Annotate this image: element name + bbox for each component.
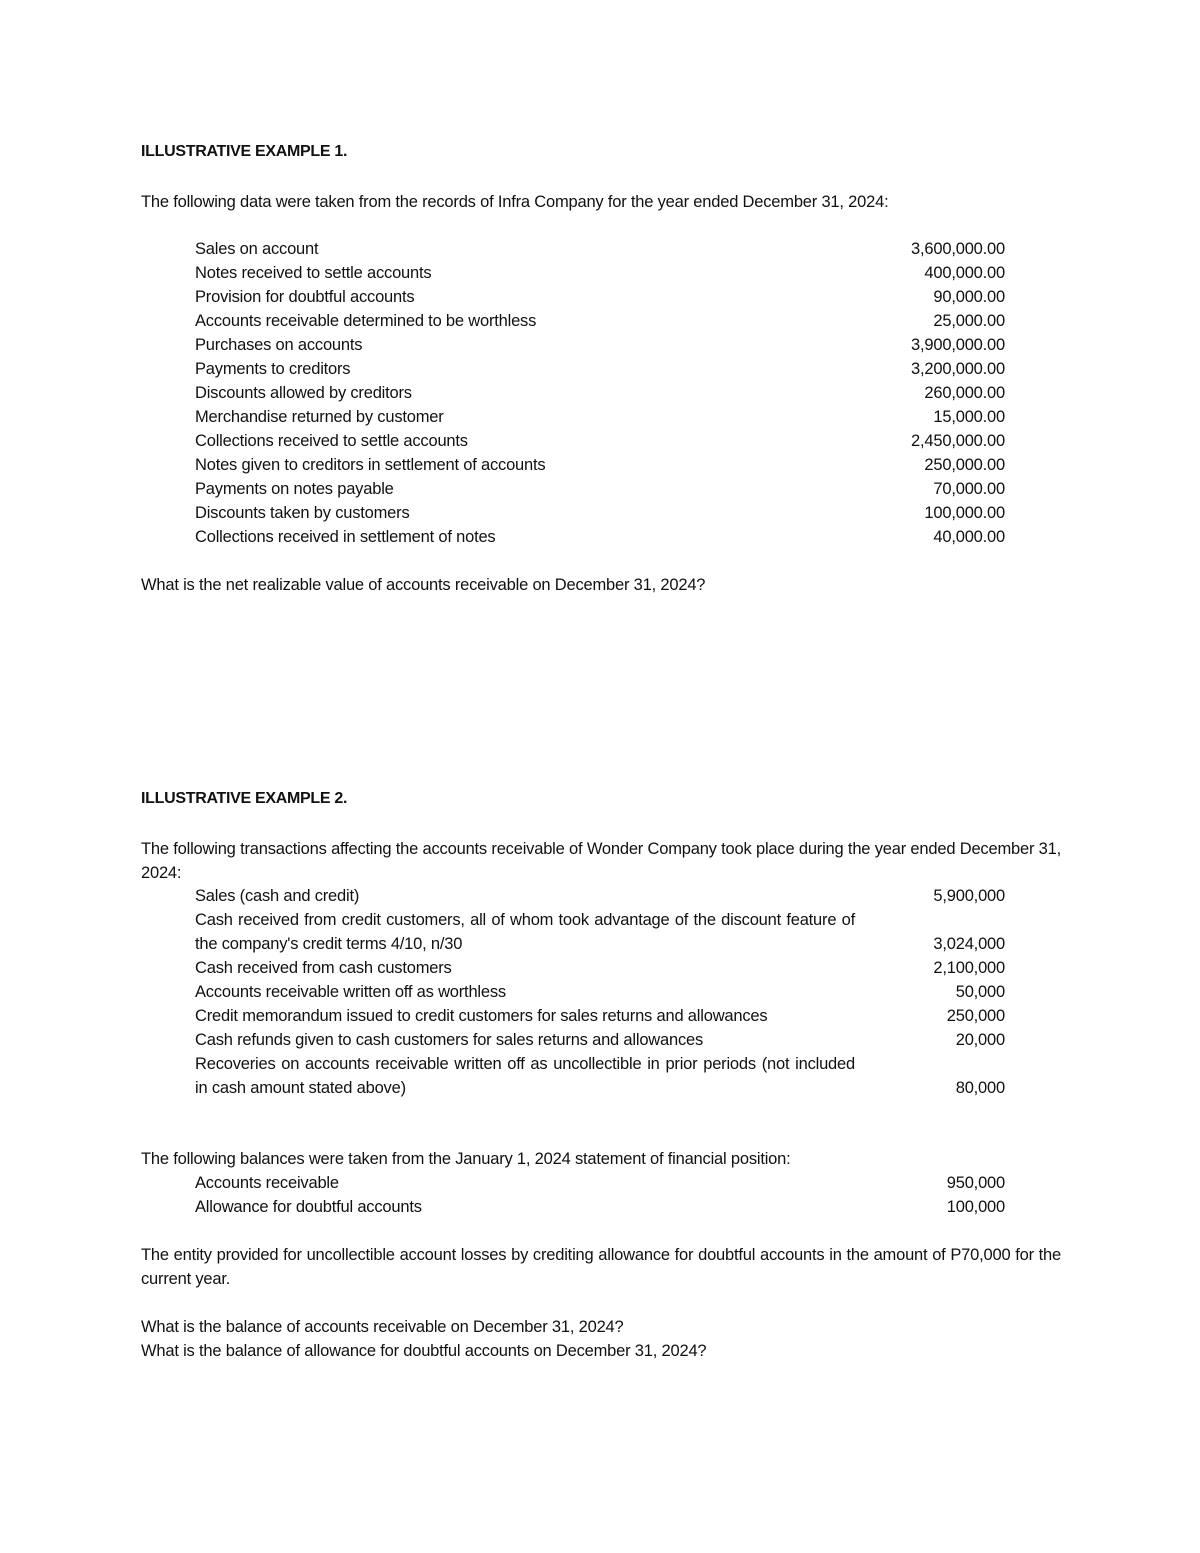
example-2-transactions-list [195, 884, 1005, 1100]
list-item [195, 405, 1005, 429]
item-label: Sales on account [195, 240, 319, 258]
list-item [195, 357, 1005, 381]
list-item [195, 261, 1005, 285]
list-item [195, 309, 1005, 333]
list-item [195, 381, 1005, 405]
item-amount: 15,000.00 [933, 408, 1005, 426]
list-item [195, 525, 1005, 549]
list-item [195, 1195, 1005, 1219]
item-label: Cash received from cash customers [195, 959, 452, 977]
list-item [195, 333, 1005, 357]
item-label: Merchandise returned by customer [195, 408, 444, 426]
example-2-question-2: What is the balance of allowance for doubtful accounts on December 31, 2024? [141, 1342, 707, 1360]
item-label: Recoveries on accounts receivable written off as uncollectible in prior periods (not included in cash amount stated above) [195, 1055, 855, 1097]
item-amount: 100,000.00 [924, 504, 1005, 522]
list-item [195, 1171, 1005, 1195]
item-label: Notes given to creditors in settlement of accounts [195, 456, 546, 474]
item-label: Accounts receivable [195, 1174, 339, 1192]
item-amount: 3,600,000.00 [911, 240, 1005, 258]
item-label: Notes received to settle accounts [195, 264, 432, 282]
item-amount: 3,900,000.00 [911, 336, 1005, 354]
item-label: Sales (cash and credit) [195, 887, 360, 905]
list-item [195, 1004, 1005, 1028]
list-item [195, 1028, 1005, 1052]
list-item [195, 285, 1005, 309]
list-item [195, 956, 1005, 980]
example-2-question-1: What is the balance of accounts receivable on December 31, 2024? [141, 1318, 624, 1336]
example-2-heading: ILLUSTRATIVE EXAMPLE 2. [141, 790, 348, 807]
item-amount: 250,000 [946, 1007, 1005, 1025]
item-amount: 80,000 [955, 1079, 1005, 1097]
item-label: Purchases on accounts [195, 336, 363, 354]
example-1-heading: ILLUSTRATIVE EXAMPLE 1. [141, 143, 348, 160]
item-amount: 3,200,000.00 [911, 360, 1005, 378]
item-label: Cash received from credit customers, all of whom took advantage of the discount feature of the company's credit terms 4/10, n/30 [195, 911, 855, 953]
item-amount: 100,000 [946, 1198, 1005, 1216]
list-item [195, 429, 1005, 453]
list-item [195, 501, 1005, 525]
item-label: Accounts receivable determined to be worthless [195, 312, 537, 330]
example-1-question: What is the net realizable value of accounts receivable on December 31, 2024? [141, 576, 706, 594]
item-amount: 25,000.00 [933, 312, 1005, 330]
item-amount: 260,000.00 [924, 384, 1005, 402]
item-amount: 250,000.00 [924, 456, 1005, 474]
example-1-intro: The following data were taken from the records of Infra Company for the year ended December 31, 2024: [141, 193, 889, 211]
list-item [195, 453, 1005, 477]
item-label: Credit memorandum issued to credit customers for sales returns and allowances [195, 1007, 768, 1025]
item-label: Collections received in settlement of notes [195, 528, 496, 546]
item-label: Payments to creditors [195, 360, 351, 378]
item-label: Collections received to settle accounts [195, 432, 468, 450]
item-amount: 50,000 [955, 983, 1005, 1001]
list-item [195, 477, 1005, 501]
list-item [195, 237, 1005, 261]
item-label: Payments on notes payable [195, 480, 394, 498]
list-item [195, 980, 1005, 1004]
item-amount: 20,000 [955, 1031, 1005, 1049]
item-amount: 400,000.00 [924, 264, 1005, 282]
list-item [195, 1052, 1005, 1100]
balances-intro: The following balances were taken from the January 1, 2024 statement of financial position: [141, 1150, 791, 1168]
example-2-intro: The following transactions affecting the accounts receivable of Wonder Company took place during the year ended December 31, 2024: [141, 840, 1061, 882]
item-label: Cash refunds given to cash customers for sales returns and allowances [195, 1031, 704, 1049]
provision-note: The entity provided for uncollectible account losses by crediting allowance for doubtful accounts in the amount of P70,000 for the current year. [141, 1246, 1061, 1288]
item-label: Discounts taken by customers [195, 504, 410, 522]
item-amount: 40,000.00 [933, 528, 1005, 546]
item-label: Accounts receivable written off as worthless [195, 983, 506, 1001]
item-label: Allowance for doubtful accounts [195, 1198, 422, 1216]
item-amount: 2,100,000 [933, 959, 1005, 977]
item-amount: 3,024,000 [933, 935, 1005, 953]
example-1-data-list [195, 237, 1005, 549]
item-label: Provision for doubtful accounts [195, 288, 415, 306]
item-amount: 70,000.00 [933, 480, 1005, 498]
list-item [195, 884, 1005, 908]
opening-balances-list [195, 1171, 1005, 1219]
item-amount: 2,450,000.00 [911, 432, 1005, 450]
list-item [195, 908, 1005, 956]
item-amount: 90,000.00 [933, 288, 1005, 306]
item-label: Discounts allowed by creditors [195, 384, 412, 402]
item-amount: 5,900,000 [933, 887, 1005, 905]
item-amount: 950,000 [946, 1174, 1005, 1192]
